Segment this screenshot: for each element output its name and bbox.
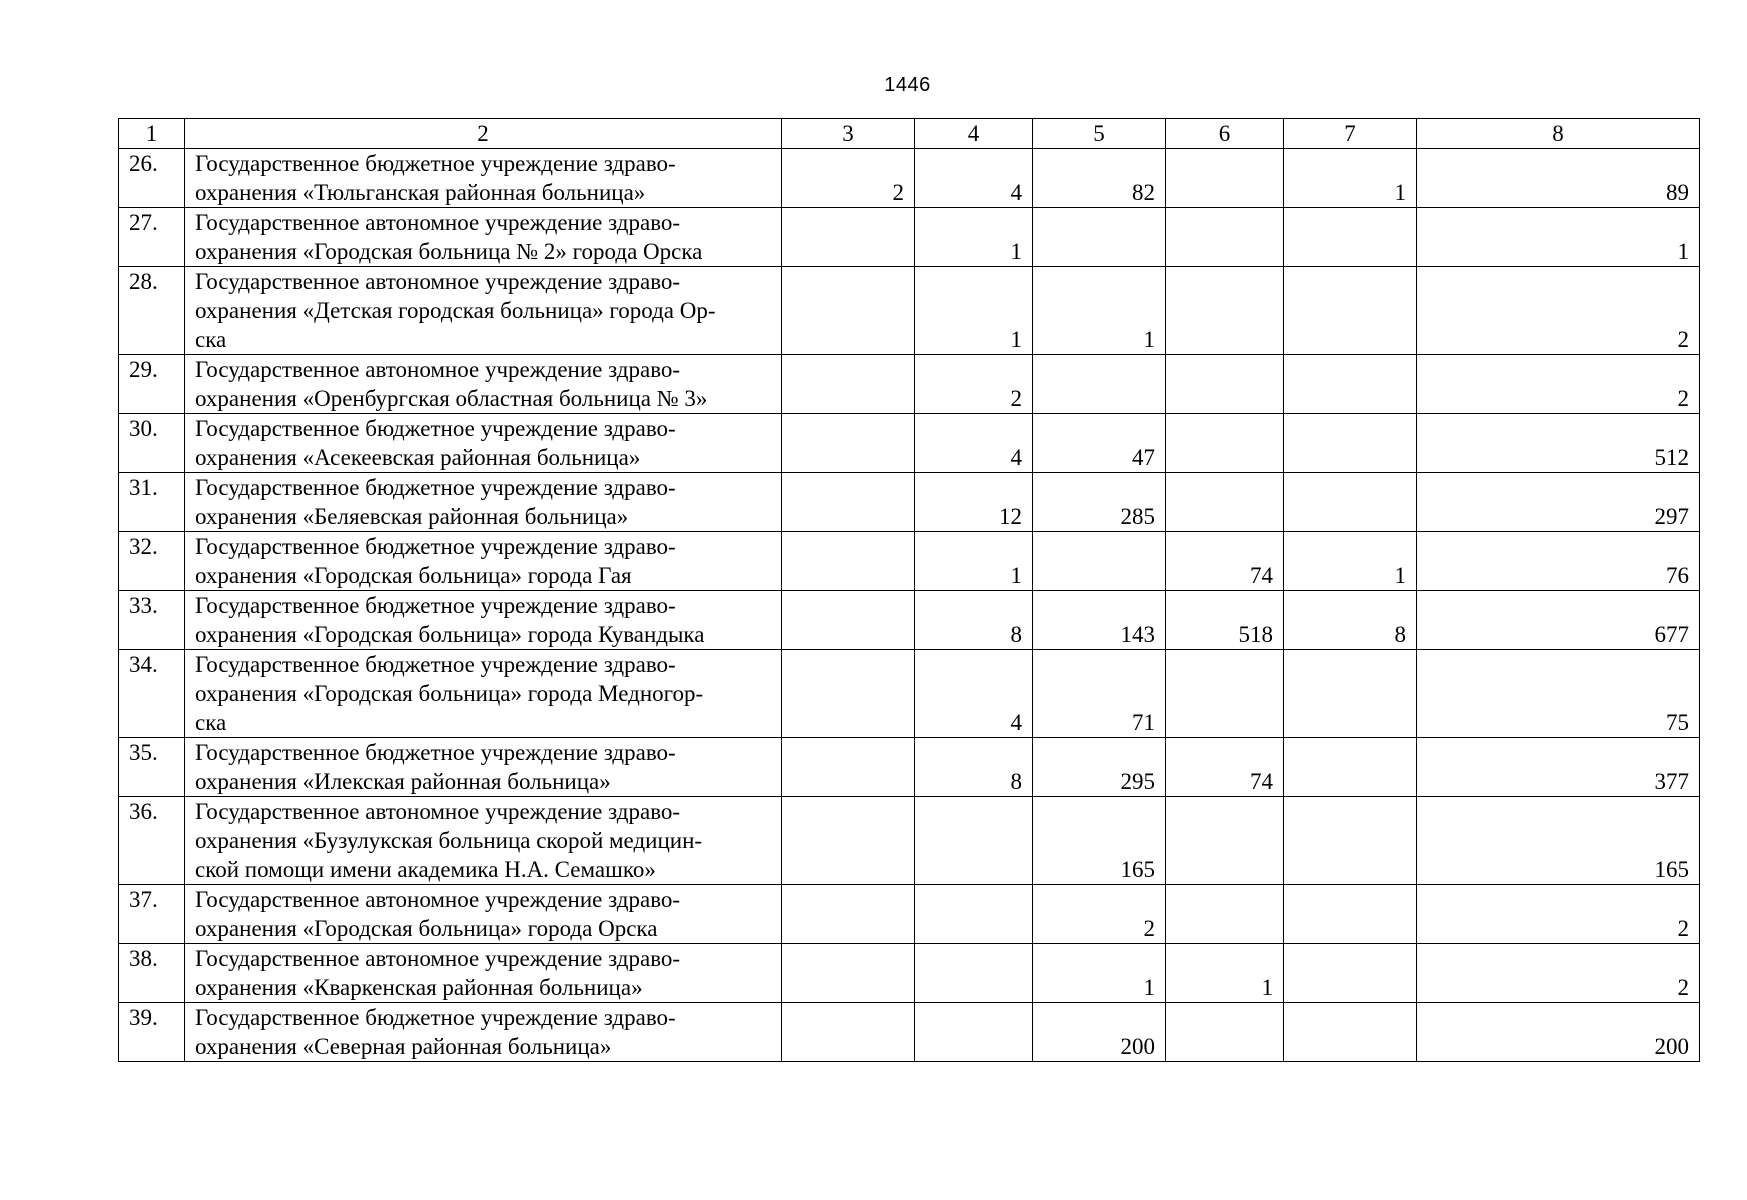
institution-name-line: охранения «Оренбургская областная больница № 3» [195,386,708,411]
value-cell-col4: 1 [915,208,1033,267]
value-cell-col4: 4 [915,414,1033,473]
value-cell-col6 [1166,149,1284,208]
value-cell-col4: 1 [915,532,1033,591]
row-number: 32. [119,532,185,591]
institution-name [185,650,782,738]
institution-name-line: охранения «Бузулукская больница скорой медицин- [195,828,703,853]
value-cell-col6: 74 [1166,532,1284,591]
row-number: 35. [119,738,185,797]
row-number: 27. [119,208,185,267]
institution-name-line: охранения «Асекеевская районная больница» [195,445,641,470]
value-cell-col7: 8 [1284,591,1417,650]
value-cell-col5: 71 [1033,650,1166,738]
page-number: 1446 [884,74,931,96]
value-cell-col7: 1 [1284,532,1417,591]
institution-name-line: Государственное бюджетное учреждение здраво- [195,416,676,441]
value-cell-col8: 2 [1417,944,1700,1003]
table-row [119,650,1700,738]
row-number: 37. [119,885,185,944]
value-cell-col5 [1033,532,1166,591]
value-cell-col4: 8 [915,738,1033,797]
value-cell-col7 [1284,650,1417,738]
value-cell-col3 [782,797,915,885]
value-cell-col5: 295 [1033,738,1166,797]
institution-name-line: охранения «Беляевская районная больница» [195,504,629,529]
value-cell-col4: 12 [915,473,1033,532]
row-number: 38. [119,944,185,1003]
value-cell-col6 [1166,885,1284,944]
value-cell-col5: 143 [1033,591,1166,650]
value-cell-col8: 165 [1417,797,1700,885]
institution-name-line: охранения «Городская больница» города Кувандыка [195,622,705,647]
institution-name-line: Государственное автономное учреждение здраво- [195,887,681,912]
institution-name [185,885,782,944]
table-row [119,149,1700,208]
value-cell-col6 [1166,208,1284,267]
value-cell-col5: 47 [1033,414,1166,473]
table-row [119,473,1700,532]
row-number: 26. [119,149,185,208]
column-header: 5 [1033,119,1166,149]
institution-name-line: охранения «Городская больница» города Гая [195,563,632,588]
institution-name [185,355,782,414]
value-cell-col8: 1 [1417,208,1700,267]
value-cell-col3: 2 [782,149,915,208]
value-cell-col6 [1166,473,1284,532]
row-number: 33. [119,591,185,650]
value-cell-col7 [1284,208,1417,267]
value-cell-col4 [915,1003,1033,1062]
institution-name-line: Государственное бюджетное учреждение здраво- [195,475,676,500]
value-cell-col4 [915,797,1033,885]
institution-name-line: ской помощи имени академика Н.А. Семашко» [195,857,656,882]
table-row [119,267,1700,355]
table-row [119,797,1700,885]
value-cell-col7: 1 [1284,149,1417,208]
institution-name-line: охранения «Городская больница № 2» города Орска [195,239,703,264]
institution-name-line: охранения «Илекская районная больница» [195,769,611,794]
value-cell-col4: 4 [915,650,1033,738]
column-header: 7 [1284,119,1417,149]
value-cell-col3 [782,944,915,1003]
value-cell-col7 [1284,355,1417,414]
value-cell-col4: 1 [915,267,1033,355]
value-cell-col3 [782,1003,915,1062]
value-cell-col3 [782,355,915,414]
institution-name [185,473,782,532]
value-cell-col7 [1284,473,1417,532]
value-cell-col3 [782,414,915,473]
table-row [119,944,1700,1003]
institution-name-line: охранения «Северная районная больница» [195,1034,612,1059]
institution-name [185,149,782,208]
row-number: 31. [119,473,185,532]
row-number: 28. [119,267,185,355]
value-cell-col4: 4 [915,149,1033,208]
row-number: 39. [119,1003,185,1062]
value-cell-col7 [1284,738,1417,797]
institution-name [185,1003,782,1062]
value-cell-col5: 165 [1033,797,1166,885]
institution-name-line: охранения «Тюльганская районная больница» [195,180,646,205]
value-cell-col7 [1284,267,1417,355]
value-cell-col4: 8 [915,591,1033,650]
institution-name-line: Государственное бюджетное учреждение здраво- [195,652,676,677]
value-cell-col3 [782,885,915,944]
value-cell-col8: 2 [1417,267,1700,355]
value-cell-col7 [1284,797,1417,885]
value-cell-col8: 200 [1417,1003,1700,1062]
value-cell-col8: 677 [1417,591,1700,650]
row-number: 30. [119,414,185,473]
value-cell-col8: 297 [1417,473,1700,532]
value-cell-col6 [1166,650,1284,738]
value-cell-col3 [782,473,915,532]
value-cell-col7 [1284,885,1417,944]
row-number: 36. [119,797,185,885]
value-cell-col4 [915,885,1033,944]
institution-name-line: охранения «Городская больница» города Орска [195,916,658,941]
value-cell-col5: 1 [1033,944,1166,1003]
institution-name-line: Государственное автономное учреждение здраво- [195,799,681,824]
institution-name-line: Государственное автономное учреждение здраво- [195,946,681,971]
table-row [119,414,1700,473]
table-row [119,532,1700,591]
value-cell-col5 [1033,355,1166,414]
data-table [118,118,1700,1062]
institution-name [185,738,782,797]
value-cell-col8: 89 [1417,149,1700,208]
value-cell-col5: 200 [1033,1003,1166,1062]
value-cell-col6 [1166,355,1284,414]
value-cell-col8: 2 [1417,355,1700,414]
institution-name-line: Государственное автономное учреждение здраво- [195,357,681,382]
institution-name-line: Государственное бюджетное учреждение здраво- [195,151,676,176]
table-row [119,738,1700,797]
value-cell-col8: 512 [1417,414,1700,473]
institution-name-line: Государственное автономное учреждение здраво- [195,210,681,235]
institution-name-line: Государственное бюджетное учреждение здраво- [195,1005,676,1030]
table-row [119,591,1700,650]
value-cell-col3 [782,267,915,355]
value-cell-col4: 2 [915,355,1033,414]
table-row [119,355,1700,414]
value-cell-col6 [1166,414,1284,473]
institution-name-line: ска [195,710,227,735]
value-cell-col3 [782,591,915,650]
institution-name-line: охранения «Городская больница» города Медногор- [195,681,704,706]
institution-name [185,208,782,267]
value-cell-col6 [1166,1003,1284,1062]
institution-name [185,944,782,1003]
row-number: 34. [119,650,185,738]
institution-name [185,414,782,473]
value-cell-col8: 76 [1417,532,1700,591]
value-cell-col6 [1166,797,1284,885]
institution-name-line: ска [195,327,227,352]
institution-name [185,797,782,885]
value-cell-col5 [1033,208,1166,267]
value-cell-col5: 82 [1033,149,1166,208]
value-cell-col6: 518 [1166,591,1284,650]
value-cell-col3 [782,738,915,797]
institution-name-line: Государственное бюджетное учреждение здраво- [195,534,676,559]
column-header: 3 [782,119,915,149]
institution-name [185,267,782,355]
institution-name [185,532,782,591]
table-row [119,885,1700,944]
value-cell-col5: 1 [1033,267,1166,355]
value-cell-col8: 377 [1417,738,1700,797]
value-cell-col7 [1284,944,1417,1003]
institution-name-line: охранения «Детская городская больница» города Ор- [195,298,716,323]
table-row [119,208,1700,267]
column-header: 6 [1166,119,1284,149]
column-header: 4 [915,119,1033,149]
value-cell-col6 [1166,267,1284,355]
value-cell-col3 [782,532,915,591]
table-header-row [119,119,1700,149]
value-cell-col3 [782,650,915,738]
institution-name-line: охранения «Кваркенская районная больница» [195,975,643,1000]
row-number: 29. [119,355,185,414]
value-cell-col8: 2 [1417,885,1700,944]
institution-name-line: Государственное бюджетное учреждение здраво- [195,593,676,618]
value-cell-col8: 75 [1417,650,1700,738]
value-cell-col6: 74 [1166,738,1284,797]
table-row [119,1003,1700,1062]
value-cell-col6: 1 [1166,944,1284,1003]
value-cell-col5: 2 [1033,885,1166,944]
value-cell-col4 [915,944,1033,1003]
value-cell-col7 [1284,1003,1417,1062]
value-cell-col3 [782,208,915,267]
institution-name-line: Государственное автономное учреждение здраво- [195,269,681,294]
value-cell-col5: 285 [1033,473,1166,532]
institution-name [185,591,782,650]
value-cell-col7 [1284,414,1417,473]
column-header: 8 [1417,119,1700,149]
column-header: 1 [119,119,185,149]
column-header: 2 [185,119,782,149]
institution-name-line: Государственное бюджетное учреждение здраво- [195,740,676,765]
